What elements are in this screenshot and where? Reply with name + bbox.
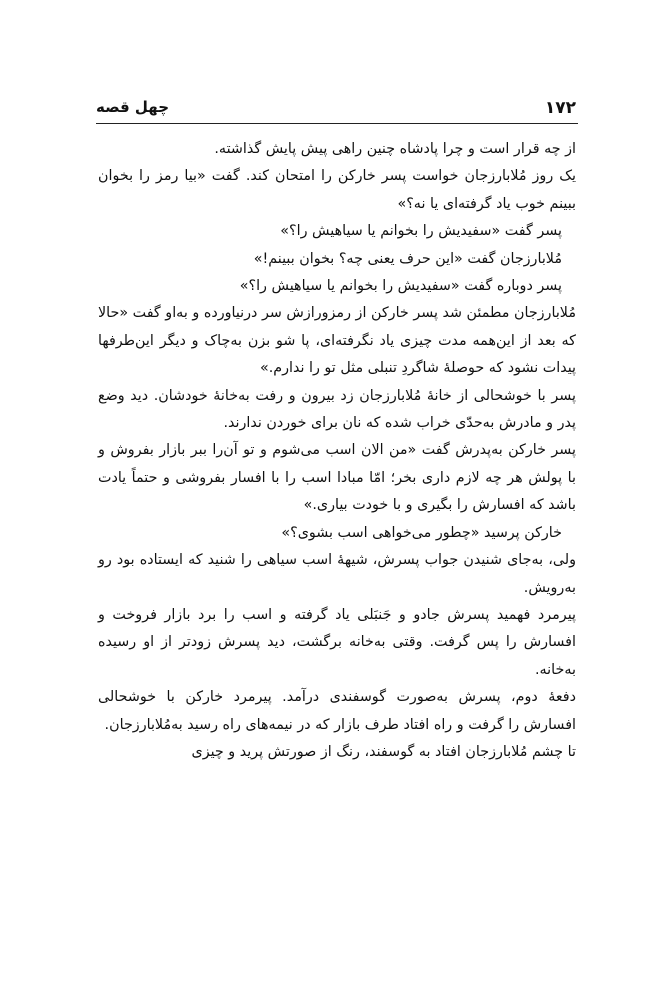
paragraph: خارکن پرسید «چطور می‌خواهی اسب بشوی؟» (281, 524, 562, 541)
page-number: ۱۷۲ (544, 98, 576, 118)
paragraph: پسر خارکن به‌پدرش گفت «من الان اسب می‌شوم و تو آن‌را ببر بازار بفروش و با پولش هر چه لازم داری بخر؛ امّا مبادا اسب را با افسار بفروشی و حتماً یادت باشد که افسارش را بگیری و با خودت بیاری.» (98, 442, 576, 514)
paragraph: از چه قرار است و چرا پادشاه چنین راهی پیش پایش گذاشته. (214, 141, 576, 157)
text-body (98, 136, 576, 766)
paragraph: یک روز مُلابارزجان خواست پسر خارکن را امتحان کند. گفت «بیا رمز را بخوان ببینم خوب یاد گرفته‌ای یا نه؟» (98, 168, 576, 212)
paragraph: دفعهٔ دوم، پسرش به‌صورت گوسفندی درآمد. پیرمرد خارکن با خوشحالی افسارش را گرفت و راه افتاد طرف بازار که در نیمه‌های راه رسید به‌مُلابارزجان. (98, 689, 576, 733)
header-rule (96, 123, 578, 124)
paragraph: پسر گفت «سفیدیش را بخوانم یا سیاهیش را؟» (280, 223, 562, 240)
paragraph: تا چشم مُلابارزجان افتاد به گوسفند، رنگ از صورتش پرید و چیزی (191, 743, 576, 760)
paragraph: پسر دوباره گفت «سفیدیش را بخوانم یا سیاهیش را؟» (239, 278, 562, 295)
book-title: چهل قصه (96, 98, 170, 116)
paragraph: پسر با خوشحالی از خانهٔ مُلابارزجان زد بیرون و رفت به‌خانهٔ خودشان. دید وضع پدر و مادرش به‌حدّی خراب شده که نان برای خوردن ندارند. (98, 387, 576, 432)
paragraph: مُلابارزجان گفت «این حرف یعنی چه؟ بخوان ببینم!» (253, 250, 562, 267)
paragraph: ولی، به‌جای شنیدن جواب پسرش، شیههٔ اسب سیاهی را شنید که ایستاده بود رو به‌رویش. (98, 552, 576, 596)
running-head (96, 98, 576, 120)
paragraph: مُلابارزجان مطمئن شد پسر خارکن از رمزورازش سر درنیاورده و به‌او گفت «حالا که بعد از این‌همه مدت چیزی یاد نگرفته‌ای، پا شو بزن به‌چاک و دیگر این‌طرفها پیدات نشود که حوصلهٔ شاگردِ تنبلی مثل تو را ندارم.» (98, 305, 576, 377)
paragraph: پیرمرد فهمید پسرش جادو و جَنبَلی یاد گرفته و اسب را برد بازار فروخت و افسارش را پس گرفت. وقتی به‌خانه برگشت، دید پسرش زودتر از او رسیده به‌خانه. (98, 606, 576, 678)
